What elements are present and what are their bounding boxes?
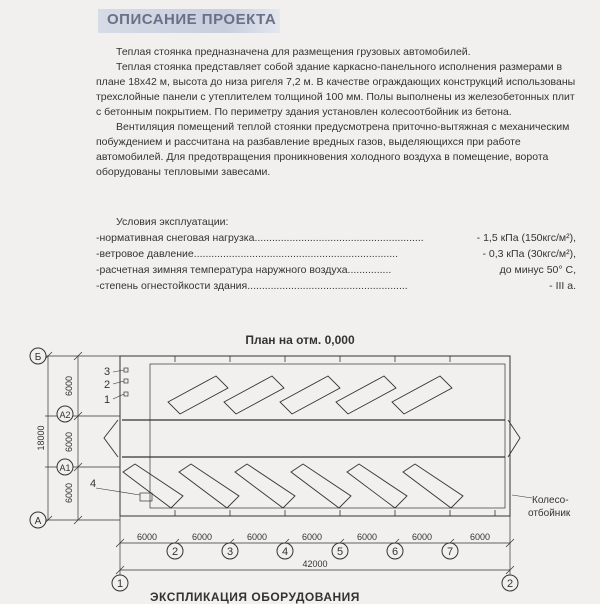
axis-label: 4 [281,546,289,558]
condition-label: -степень огнестойкости здания [96,280,248,292]
condition-value: - 0,3 кПа (30кгс/м²), [482,248,576,260]
condition-row [96,278,576,294]
axis-label: 2 [506,578,514,590]
condition-label: -расчетная зимняя температура наружного воздуха [96,264,348,276]
equipment-box [124,379,128,383]
operating-conditions [96,214,576,294]
axis-label: Б [34,352,42,363]
callout-number: 3 [104,366,111,378]
condition-value: - III а. [549,280,576,292]
parked-vehicle [403,464,463,508]
dimension-label: 6000 [136,532,158,542]
callout-leader [96,488,140,495]
parked-vehicle [235,464,295,508]
condition-label: -ветровое давление [96,248,194,260]
dimension-label: 6000 [356,532,378,542]
axis-label: 2 [171,546,179,558]
condition-dots: ....................................................... [247,280,408,292]
axis-label: 7 [446,546,454,558]
dimension-lines [44,352,514,574]
dimension-label: 6000 [301,532,323,542]
parked-vehicle [168,376,228,414]
conditions-title: Условия эксплуатации: [116,216,229,228]
axis-label: 3 [226,546,234,558]
callout-leader [113,381,124,384]
axis-label: А [34,516,42,527]
condition-value: до минус 50° С, [499,264,576,276]
floor-plan-drawing [0,340,600,600]
condition-dots: ............... [347,264,392,276]
dimension-label: 6000 [469,532,491,542]
paragraph-2: Теплая стоянка представляет собой здание каркасно-панельного исполнения размерами в плане 18х42 м, высота до низа ригеля 7,2 м. В качестве ограждающих конструкций использованы трехслойные панели с утеплителем толщиной 100 мм. Полы выполнены из железобетонных плит с бетонным покрытием. По периметру здания установлен колесоотбойник из бетона. [96,61,576,118]
axis-label: 6 [391,546,399,558]
dimension-label: 6000 [64,482,74,504]
callout-number: 4 [90,478,97,490]
equipment-box [124,392,128,396]
dimension-label: 6000 [64,375,74,397]
wheel-guard-label: Колесо- [532,495,569,506]
condition-dots: ...................................................................... [193,248,398,260]
parked-vehicle [224,376,284,414]
gate-left [104,420,118,457]
wall-ticks [175,356,495,516]
parked-vehicle [392,376,452,414]
wheel-guard-label: отбойник [528,508,571,519]
dimension-label: 6000 [411,532,433,542]
axis-label: А1 [59,463,71,473]
condition-value: - 1,5 кПа (150кгс/м²), [476,232,576,244]
callout-leader [512,495,532,498]
description-text [96,45,576,180]
condition-row [96,246,576,262]
parked-vehicle [336,376,396,414]
axis-label: А2 [59,410,71,420]
parked-vehicle [291,464,351,508]
parked-vehicle [280,376,340,414]
condition-row [96,230,576,246]
dimension-total: 42000 [302,559,328,569]
dimension-label: 6000 [191,532,213,542]
equipment-box [124,368,128,372]
equipment-explication-title: ЭКСПЛИКАЦИЯ ОБОРУДОВАНИЯ [150,590,360,604]
callout-leader [113,370,124,372]
dimension-label: 6000 [246,532,268,542]
wheel-guard-outline [150,364,505,508]
section-title: ОПИСАНИЕ ПРОЕКТА [107,11,277,28]
plan-title: План на отм. 0,000 [245,333,355,347]
callout-number: 1 [104,394,111,406]
paragraph-3: Вентиляция помещений теплой стоянки предусмотрена приточно-вытяжная с механическим побуждением и рассчитана на разбавление вредных газов, выделяющихся при работе автомобилей. Для предотвращения проникновения холодного воздуха в помещение, ворота оборудованы тепловыми завесами. [96,121,570,178]
callout-leader [113,394,124,399]
parked-vehicle [123,464,183,508]
parked-vehicle [347,464,407,508]
condition-label: -нормативная снеговая нагрузка [96,232,255,244]
callout-number: 2 [104,379,111,391]
dimension-total: 18000 [36,425,46,451]
dimension-label: 6000 [64,431,74,453]
parked-vehicle [179,464,239,508]
axis-label: 1 [116,578,124,590]
condition-dots: .......................................................... [254,232,424,244]
building-outline [120,356,510,516]
axis-label: 5 [336,546,344,558]
condition-row [96,262,576,278]
paragraph-1: Теплая стоянка предназначена для размещения грузовых автомобилей. [116,46,471,58]
